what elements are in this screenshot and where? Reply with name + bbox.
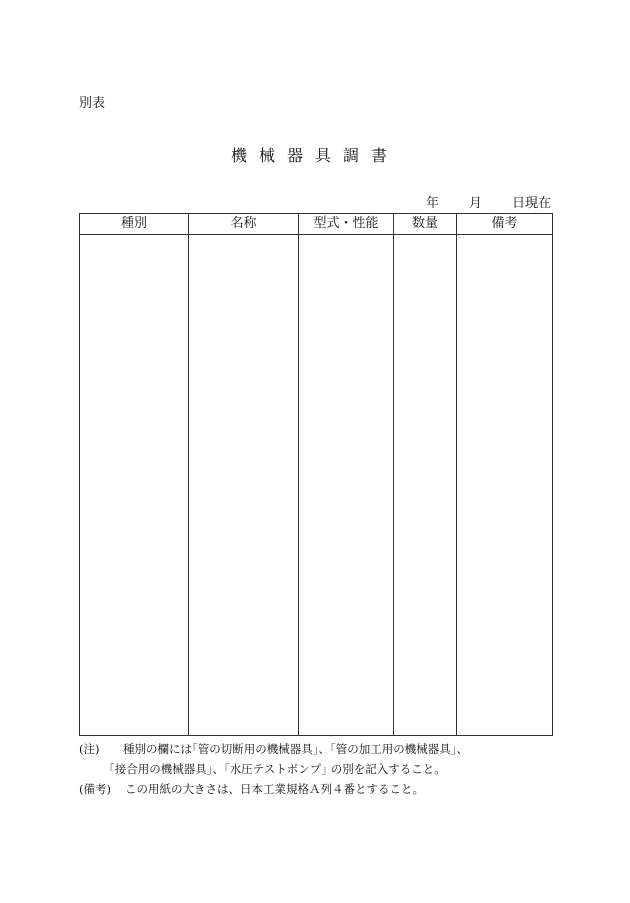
date-year-label: 年 [425, 196, 439, 211]
column-header-model-performance: 型式・性能 [299, 214, 394, 235]
cell-remarks-blank[interactable] [457, 235, 553, 736]
remark-line [79, 779, 579, 799]
note-line-2 [79, 759, 579, 779]
table-header-row [80, 214, 553, 235]
cell-type-blank[interactable] [80, 235, 189, 736]
column-header-type: 種別 [80, 214, 189, 235]
date-day-label: 日現在 [511, 196, 551, 211]
cell-quantity-blank[interactable] [394, 235, 457, 736]
column-header-remarks: 備考 [457, 214, 553, 235]
appendix-label: 別表 [79, 96, 106, 111]
date-month-label: 月 [468, 196, 482, 211]
cell-model-performance-blank[interactable] [299, 235, 394, 736]
document-title: 機械器具調書 [230, 146, 399, 165]
date-month-blank [482, 196, 512, 212]
note-line-1 [79, 739, 579, 759]
column-header-name: 名称 [189, 214, 299, 235]
remark-text: この用紙の大きさは、日本工業規格Ａ列４番とすること。 [125, 782, 424, 796]
note-tag: (注) [79, 742, 100, 756]
equipment-survey-table [79, 213, 553, 736]
note-text-2: ｢接合用の機械器具｣、｢水圧テストポンプ｣ の別を記入すること。 [109, 762, 446, 776]
table-row [80, 235, 553, 736]
remark-tag: (備考) [79, 782, 111, 796]
note-text-1: 種別の欄には｢管の切断用の機械器具｣、｢管の加工用の機械器具｣、 [123, 742, 468, 756]
column-header-quantity: 数量 [394, 214, 457, 235]
date-line [426, 196, 551, 212]
cell-name-blank[interactable] [189, 235, 299, 736]
notes-section [79, 739, 579, 799]
date-year-blank [439, 196, 469, 212]
